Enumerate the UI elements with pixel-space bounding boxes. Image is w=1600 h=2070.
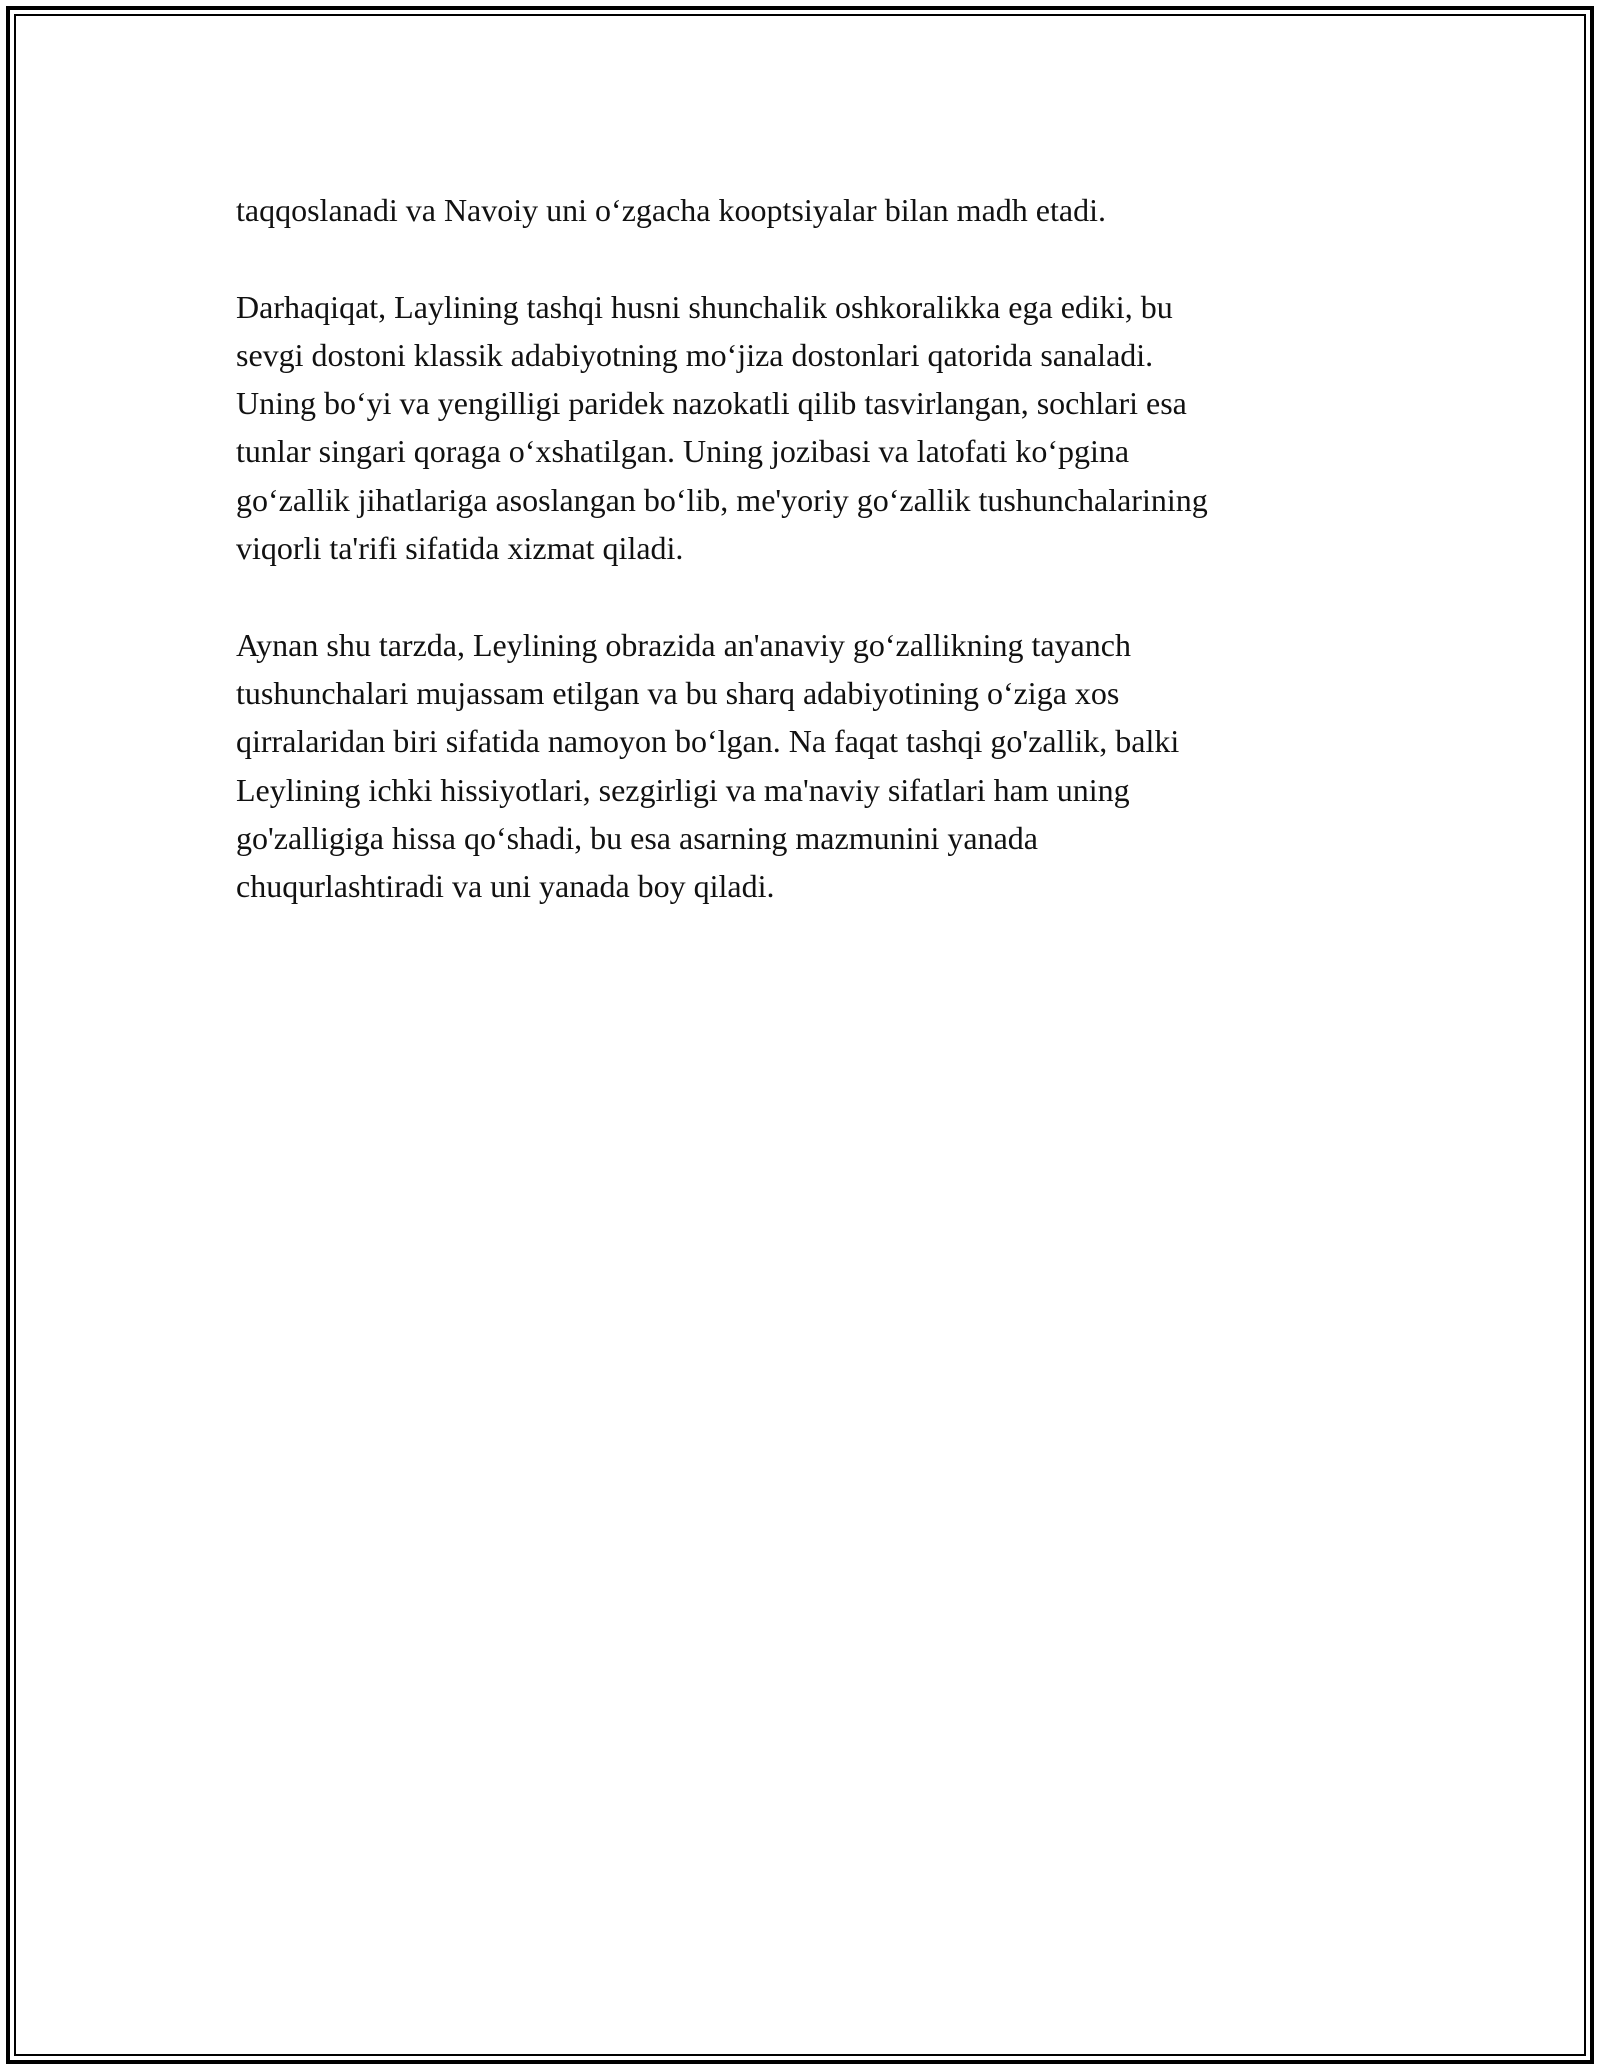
paragraph-3: Aynan shu tarzda, Leylining obrazida an'anaviy go‘zallikning tayanch tushunchalari mujassam etilgan va bu sharq adabiyotining o‘ziga xos qirralaridan biri sifatida namoyon bo‘lgan. Na faqat tashqi go'zallik, balki Leylining ichki hissiyotlari, sezgirligi va ma'naviy sifatlari ham uning go'zalligiga hissa qo‘shadi, bu esa asarning mazmunini yanada chuqurlashtiradi va uni yanada boy qiladi. <box>236 626 1180 905</box>
paragraph-2: Darhaqiqat, Laylining tashqi husni shunchalik oshkoralikka ega ediki, bu sevgi dostoni klassik adabiyotning mo‘jiza dostonlari qatorida sanaladi. Uning bo‘yi va yengilligi paridek nazokatli qilib tasvirlangan, sochlari esa tunlar singari qoraga o‘xshatilgan. Uning jozibasi va latofati ko‘pgina go‘zallik jihatlariga asoslangan bo‘lib, me'yoriy go‘zallik tushunchalarining viqorli ta'rifi sifatida xizmat qiladi. <box>236 288 1208 567</box>
paragraph-1: taqqoslanadi va Navoiy uni o‘zgacha kooptsiyalar bilan madh etadi. <box>236 192 1106 228</box>
document-body <box>236 186 1366 959</box>
